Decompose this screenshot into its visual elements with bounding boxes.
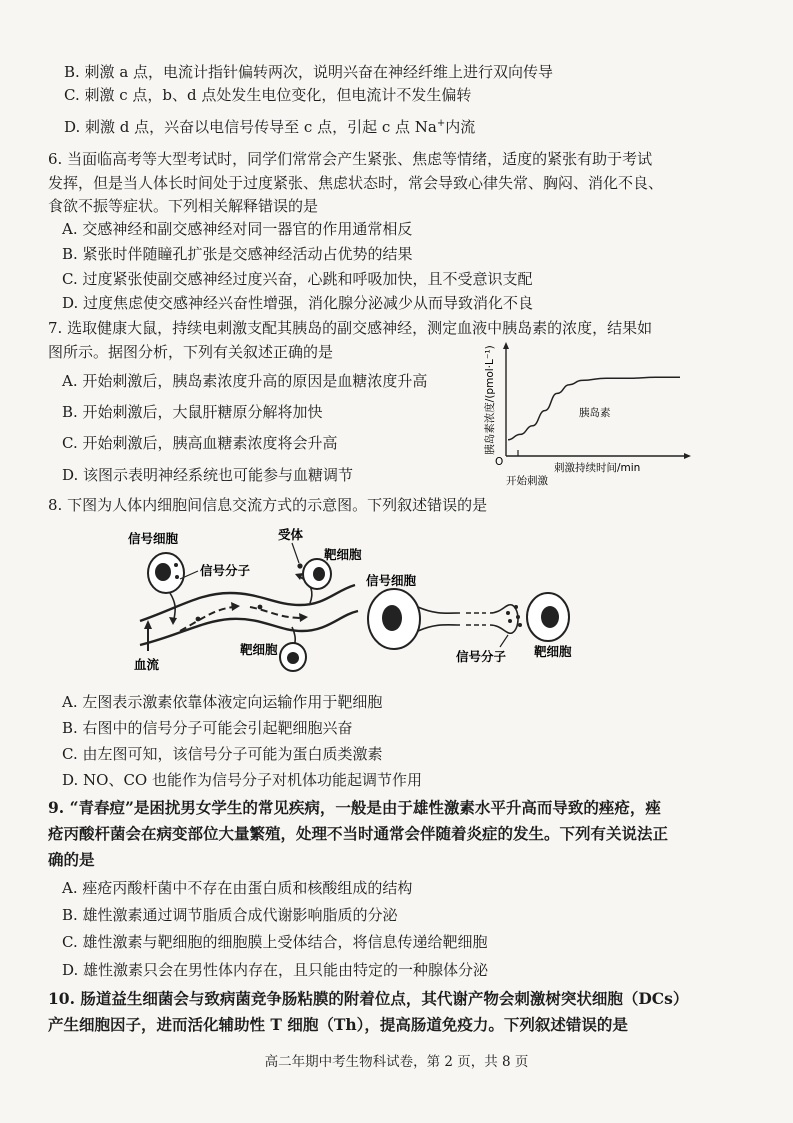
q9-option-b: B. 雄性激素通过调节脂质合成代谢影响脂质的分泌 (62, 906, 398, 924)
receptor-pointer (292, 543, 299, 563)
x-axis-label: 刺激持续时间/min (554, 462, 641, 474)
flow-arrow (250, 607, 302, 618)
signal-cell-right-nucleus (382, 605, 402, 631)
q8-option-c: C. 由左图可知，该信号分子可能为蛋白质类激素 (62, 745, 383, 763)
cell-signaling-figure (110, 523, 630, 683)
signal-molecule-dot (174, 563, 178, 567)
q10-stem-line-2: 产生细胞因子，进而活化辅助性 T 细胞（Th），提高肠道免疫力。下列叙述错误的是 (48, 1015, 628, 1034)
q6-option-c: C. 过度紧张使副交感神经过度兴奋，心跳和呼吸加快，且不受意识支配 (62, 270, 533, 288)
q5-option-c: C. 刺激 c 点，b、d 点处发生电位变化，但电流计不发生偏转 (64, 86, 472, 104)
flow-arrowhead (231, 602, 240, 611)
q5-option-d (64, 116, 475, 138)
q8-option-a: A. 左图表示激素依靠体液定向运输作用于靶细胞 (62, 693, 383, 711)
axon-bottom (418, 625, 460, 631)
q9-stem-line-2: 疮丙酸杆菌会在病变部位大量繁殖，处理不当时通常会伴随着炎症的发生。下列有关说法正 (48, 824, 669, 843)
label-signal-cell-right: 信号细胞 (366, 573, 417, 588)
q6-option-a: A. 交感神经和副交感神经对同一器官的作用通常相反 (62, 220, 413, 238)
q5-option-d-text: D. 刺激 d 点，兴奋以电信号传导至 c 点，引起 c 点 Na (64, 118, 437, 136)
q7-option-a: A. 开始刺激后，胰岛素浓度升高的原因是血糖浓度升高 (62, 372, 428, 390)
q7-option-b: B. 开始刺激后，大鼠肝糖原分解将加快 (62, 403, 323, 421)
q7-stem-line-2: 图所示。据图分析，下列有关叙述正确的是 (48, 343, 334, 361)
q6-stem-line-3: 食欲不振等症状。下列相关解释错误的是 (48, 197, 319, 215)
transport-arrowhead (295, 573, 303, 580)
q9-stem-line-3: 确的是 (48, 850, 95, 869)
vessel-wall-bottom (140, 611, 358, 645)
q7-stem-line-1: 7. 选取健康大鼠，持续电刺激支配其胰岛的副交感神经，测定血液中胰岛素的浓度，结果如 (48, 319, 653, 337)
secretion-arrow (170, 593, 175, 619)
signal-cell-left-nucleus (155, 563, 171, 581)
target-cell-right-nucleus (541, 606, 559, 628)
neurotransmitter-dot (518, 623, 522, 627)
origin-label: O (495, 456, 504, 468)
q6-option-d: D. 过度焦虑使交感神经兴奋性增强，消化腺分泌减少从而导致消化不良 (62, 294, 534, 312)
signal-molecule-dot (258, 605, 263, 610)
q6-stem-line-1: 6. 当面临高考等大型考试时，同学们常常会产生紧张、焦虑等情绪，适度的紧张有助于考试 (48, 150, 653, 168)
neurotransmitter-dot (516, 615, 520, 619)
blood-flow-arrowhead (144, 620, 152, 629)
label-receptor: 受体 (278, 527, 304, 542)
secretion-arrowhead (169, 617, 177, 625)
y-axis-label: 胰岛素浓度/(pmol·L⁻¹) (484, 345, 496, 455)
neurotransmitter-dot (508, 619, 512, 623)
receptor-dot (297, 563, 302, 568)
q8-stem: 8. 下图为人体内细胞间信息交流方式的示意图。下列叙述错误的是 (48, 496, 488, 514)
flow-arrowhead (299, 613, 308, 622)
q9-option-d: D. 雄性激素只会在男性体内存在，且只能由特定的一种腺体分泌 (62, 961, 489, 979)
q8-option-b: B. 右图中的信号分子可能会引起靶细胞兴奋 (62, 719, 353, 737)
page-footer: 高二年期中考生物科试卷，第 2 页，共 8 页 (264, 1054, 529, 1070)
label-blood-flow: 血流 (134, 657, 160, 672)
neurotransmitter-dot (514, 605, 518, 609)
signal-molecule-pointer (500, 635, 508, 647)
target-cell-top-nucleus (313, 567, 325, 581)
q9-option-a: A. 痤疮丙酸杆菌中不存在由蛋白质和核酸组成的结构 (62, 879, 413, 897)
axon-terminal (490, 605, 518, 634)
q9-stem-line-1: 9. “青春痘”是困扰男女学生的常见疾病，一般是由于雄性激素水平升高而导致的痤疮，痤 (48, 798, 661, 817)
q9-option-c: C. 雄性激素与靶细胞的细胞膜上受体结合，将信息传递给靶细胞 (62, 933, 488, 951)
x-axis-arrow (684, 453, 691, 459)
q5-option-d-sup: + (436, 118, 446, 129)
q7-option-d: D. 该图示表明神经系统也可能参与血糖调节 (62, 466, 354, 484)
q8-option-d: D. NO、CO 也能作为信号分子对机体功能起调节作用 (62, 771, 422, 789)
label-signal-molecule-right: 信号分子 (456, 649, 507, 664)
neurotransmitter-dot (506, 611, 510, 615)
label-target-cell-top: 靶细胞 (324, 547, 362, 562)
q5-option-b: B. 刺激 a 点，电流计指针偏转两次，说明兴奋在神经纤维上进行双向传导 (64, 63, 554, 81)
target-cell-bottom-nucleus (287, 652, 299, 664)
signal-molecule-dot (196, 617, 201, 622)
axon-top (418, 607, 460, 613)
label-target-cell-right: 靶细胞 (534, 644, 572, 659)
q6-stem-line-2: 发挥，但是当人体长时间处于过度紧张、焦虑状态时，常会导致心律失常、胸闷、消化不良、 (48, 174, 664, 192)
series-label-insulin: 胰岛素 (579, 407, 611, 419)
q6-option-b: B. 紧张时伴随瞳孔扩张是交感神经活动占优势的结果 (62, 245, 413, 263)
label-target-cell-bottom: 靶细胞 (240, 642, 278, 657)
start-label: 开始刺激 (506, 475, 548, 487)
q5-option-d-tail: 内流 (445, 118, 476, 136)
q7-option-c: C. 开始刺激后，胰高血糖素浓度将会升高 (62, 434, 338, 452)
signal-molecule-dot (175, 575, 179, 579)
insulin-chart (462, 340, 702, 490)
q10-stem-line-1: 10. 肠道益生细菌会与致病菌竞争肠粘膜的附着位点，其代谢产物会刺激树突状细胞（DCs） (48, 989, 689, 1008)
y-axis-arrow (503, 342, 509, 349)
label-signal-molecule-left: 信号分子 (200, 563, 251, 578)
label-signal-cell-left: 信号细胞 (128, 531, 179, 546)
